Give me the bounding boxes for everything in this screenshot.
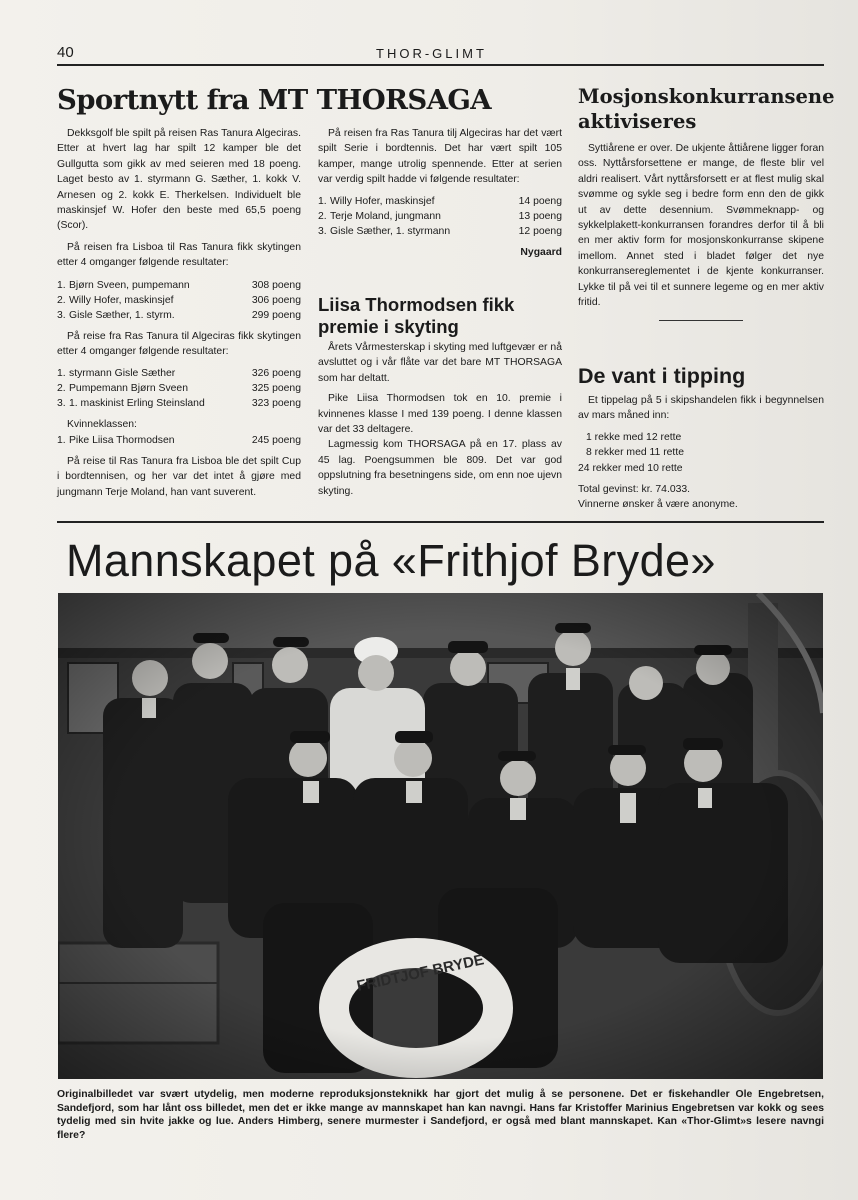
table-row: 3. Gisle Sæther, 1. styrmann 12 poeng xyxy=(318,225,562,237)
results-table-bordtennis xyxy=(318,194,562,239)
photo-caption: Originalbilledet var svært utydelig, men moderne reproduksjonsteknikk har gjort det mulig å se personene. Det er fiskehandler Ole Engebretsen, Sandefjord, som har lånt oss billedet, men det er ikke mange av mannskapet han kan navngi. Hans far Kristoffer Marinius Engebretsen var kokk og sees tydelig med sin hvite jakke og lue. Anders Himberg, senere murmester i Sandefjord, er også med blant mannskapet. Kan «Thor-Glimt»s lesere navngi flere? xyxy=(57,1089,824,1141)
sport-paragraph: Dekksgolf ble spilt på reisen Ras Tanura Algeciras. Etter at hvert lag har spilt 12 kamper ble det Gullgutta som gikk av med seieren med 18 poeng. Laget besto av 1. styrmann G. Sæther, 1. kokk V. Arnesen og 2. kokk E. Therkelsen. Individuelt ble maskinsjef W. Hofer den beste med 65,5 poeng (Scor). xyxy=(57,128,301,232)
running-header: THOR-GLIMT xyxy=(376,46,487,61)
sport-headline: Sportnytt fra MT THORSAGA xyxy=(57,84,492,116)
table-row: 3. Gisle Sæther, 1. styrm. 299 poeng xyxy=(57,309,301,321)
liisa-article xyxy=(318,340,562,499)
results-table-lisboa xyxy=(57,278,301,323)
tipping-rows xyxy=(578,430,824,476)
sport-paragraph: På reisen fra Lisboa til Ras Tanura fikk skytingen etter 4 omganger følgende resultater: xyxy=(57,241,301,269)
results-table-algeciras xyxy=(57,366,301,411)
table-row: 2. Pumpemann Bjørn Sveen 325 poeng xyxy=(57,383,301,395)
tipping-anonymous: Vinnerne ønsker å være anonyme. xyxy=(578,499,738,511)
table-row: 1. styrmann Gisle Sæther 326 poeng xyxy=(57,368,301,380)
table-row: 1. Pike Liisa Thormodsen 245 poeng xyxy=(57,434,301,446)
tipping-row: 8 rekker med 11 rette xyxy=(586,447,684,459)
tipping-headline: De vant i tipping xyxy=(578,364,746,388)
mosjon-article xyxy=(578,141,824,331)
table-row: 1. Willy Hofer, maskinsjef 14 poeng xyxy=(318,195,562,207)
tipping-total: Total gevinst: kr. 74.033. xyxy=(578,484,691,496)
table-row: 2. Willy Hofer, maskinsjef 306 poeng xyxy=(57,294,301,306)
mosjon-headline: Mosjonskonkurransene aktiviseres xyxy=(578,85,835,133)
tipping-row: 24 rekker med 10 rette xyxy=(578,462,683,474)
tipping-paragraph: Et tippelag på 5 i skipshandelen fikk i begynnelsen av mars måned inn: xyxy=(578,395,824,422)
page-number: 40 xyxy=(57,44,74,61)
sport-paragraph: På reise fra Ras Tanura til Algeciras fikk skytingen etter 4 omganger følgende resultater: xyxy=(57,330,301,358)
sport-paragraph: På reise til Ras Tanura fra Lisboa ble det spilt Cup i bordtennisen, og her var det intet å gjøre med jungmann Terje Moland, han vant suverent. xyxy=(57,455,301,498)
crew-photo-illustration xyxy=(58,593,823,1079)
table-row: 3. 1. maskinist Erling Steinsland 323 poeng xyxy=(57,398,301,410)
kvinne-label: Kvinneklassen: xyxy=(67,419,137,431)
table-row: 2. Terje Moland, jungmann 13 poeng xyxy=(318,210,562,222)
sport-column-2 xyxy=(318,126,562,260)
tipping-row: 1 rekke med 12 rette xyxy=(586,431,682,443)
results-table-kvinner xyxy=(57,433,301,448)
liisa-paragraph: Årets Vårmesterskap i skyting med luftgevær er nå avsluttet og i vår flåte var det bare MT THORSAGA som har deltatt. xyxy=(318,342,562,384)
sport-column-1 xyxy=(57,126,301,500)
liisa-headline: Liisa Thormodsen fikk premie i skyting xyxy=(318,294,515,337)
top-rule xyxy=(57,64,824,66)
crew-photo xyxy=(58,593,823,1079)
liisa-paragraph: Pike Liisa Thormodsen tok en 10. premie i kvinnenes klasse I med 139 poeng. I denne klassen var det 33 deltagere. xyxy=(318,393,562,436)
mosjon-paragraph: Syttiårene er over. De ukjente åttiårene ligger foran oss. Nyttårsforsettene er mange, de fleste blir vel aldri realisert. Vårt nyttårsforsett er at flest mulig skal svømme og sykle seg i bedre form enn den de gikk ut av dette desennium. Svømmeknapp- og sykkelplakett-konkurransen forandres derfor til å bli en mer aktiv form for mosjonskonkurranse skipene imellom. Annet sted i bladet følger det nye konkurransereglementet i de kjente konkurranser. Lykke til på vei til et sunnere legeme og en mer aktiv fritid. xyxy=(578,143,824,309)
section-rule xyxy=(57,521,824,523)
table-row: 1. Bjørn Sveen, pumpemann 308 poeng xyxy=(57,279,301,291)
sport-paragraph: På reisen fra Ras Tanura tilj Algeciras har det vært spilt Serie i bordtennis. Det har vært spilt 105 kamper, mange utrolig spennende. Etter at serien var verdig spilt hadde vi følgende resultater: xyxy=(318,128,562,186)
section-divider xyxy=(659,320,743,321)
liisa-paragraph: Lagmessig kom THORSAGA på en 17. plass av 45 lag. Poengsummen ble 809. Det var god oppslutning fra besetningens side, om enn noe ujevn skyting. xyxy=(318,439,562,497)
tipping-article xyxy=(578,393,824,513)
sport-signature: Nygaard xyxy=(520,246,562,258)
crew-headline: Mannskapet på «Frithjof Bryde» xyxy=(66,535,716,586)
